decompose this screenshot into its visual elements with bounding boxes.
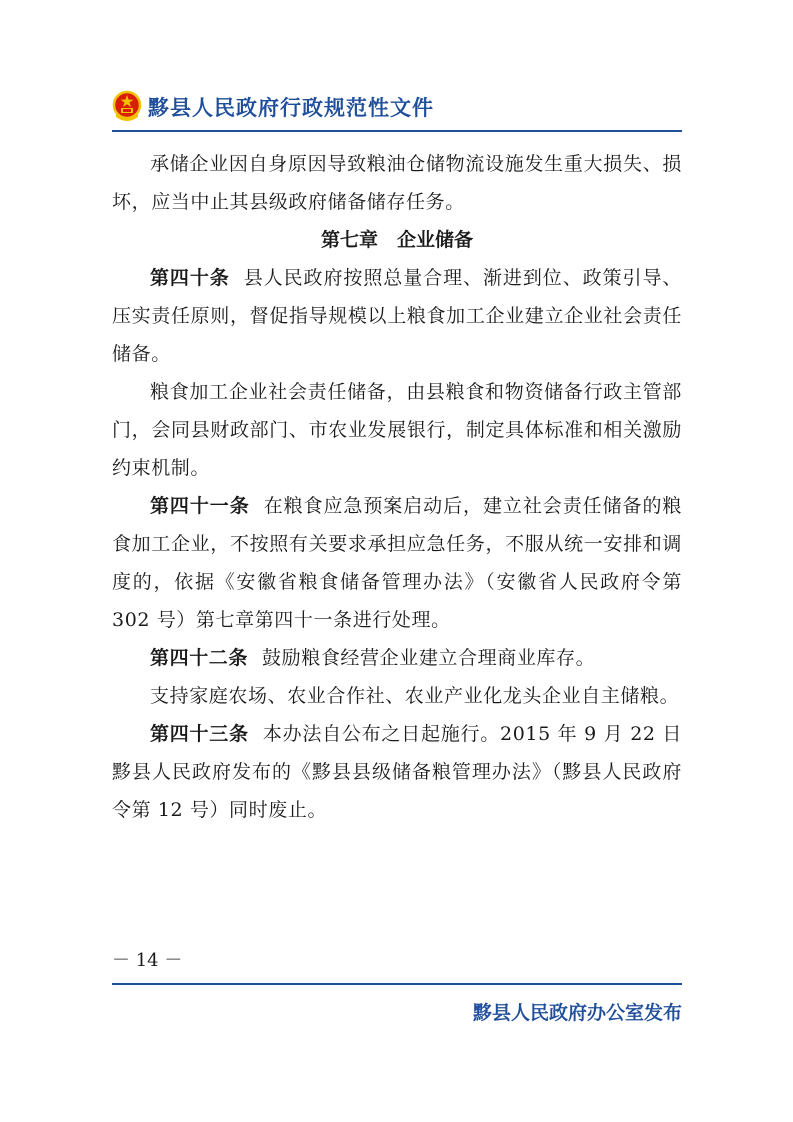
header-divider (112, 130, 682, 132)
article-text: 鼓励粮食经营企业建立合理商业库存。 (262, 647, 596, 669)
article-text: 本办法自公布之日起施行。2015 年 9 月 22 日黟县人民政府发布的《黟县县级储备粮管理办法》（黟县人民政府令第 12 号）同时废止。 (112, 723, 682, 821)
chapter-heading: 第七章 企业储备 (320, 229, 473, 251)
article-41 (112, 487, 682, 639)
national-emblem-icon (112, 90, 142, 122)
article-number: 第四十条 (150, 267, 230, 289)
page-number: － 14 － (112, 950, 183, 971)
article-43 (112, 715, 682, 829)
paragraph: 承储企业因自身原因导致粮油仓储物流设施发生重大损失、损坏，应当中止其县级政府储备储存任务。 (112, 153, 682, 213)
article-number: 第四十二条 (150, 647, 249, 669)
article-number: 第四十一条 (150, 495, 250, 517)
document-body (112, 145, 682, 829)
article-42 (112, 639, 682, 677)
paragraph: 支持家庭农场、农业合作社、农业产业化龙头企业自主储粮。 (150, 685, 680, 707)
header-title: 黟县人民政府行政规范性文件 (148, 96, 434, 120)
footer-divider (112, 983, 682, 985)
footer-publisher: 黟县人民政府办公室发布 (472, 1002, 682, 1024)
article-40 (112, 259, 682, 373)
paragraph: 粮食加工企业社会责任储备，由县粮食和物资储备行政主管部门，会同县财政部门、市农业发展银行，制定具体标准和相关激励约束机制。 (112, 381, 682, 479)
document-header (112, 90, 682, 124)
article-text: 在粮食应急预案启动后，建立社会责任储备的粮食加工企业，不按照有关要求承担应急任务，不服从统一安排和调度的，依据《安徽省粮食储备管理办法》（安徽省人民政府令第 302 号）第七章第四十一条进行处理。 (112, 495, 682, 631)
article-text: 县人民政府按照总量合理、渐进到位、政策引导、压实责任原则，督促指导规模以上粮食加工企业建立企业社会责任储备。 (112, 267, 682, 365)
article-number: 第四十三条 (150, 723, 249, 745)
